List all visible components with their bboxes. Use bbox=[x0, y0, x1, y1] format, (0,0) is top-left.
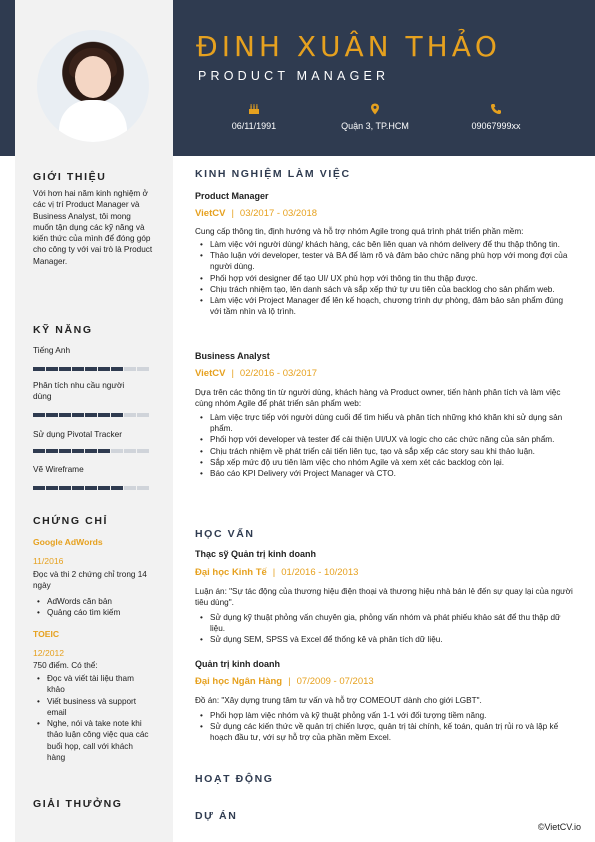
job-title: Product Manager bbox=[195, 191, 269, 201]
list-item: • Sử dụng các kiến thức về quản trị chiến lược, quản trị tài chính, kế toán, quản trị rủi ro và lập kế hoạch đầu tư, với sự hỗ trợ của phần mềm Excel. bbox=[195, 721, 573, 743]
cert-desc: 750 điểm. Có thể: bbox=[33, 661, 98, 670]
list-item: • Sử dụng kỹ thuật phỏng vấn chuyên gia, phỏng vấn nhóm và phát phiếu khảo sát để thu thập dữ liệu. bbox=[195, 612, 573, 634]
photo-panel bbox=[15, 0, 173, 156]
cert-name: TOEIC bbox=[33, 629, 60, 639]
cert-name: Google AdWords bbox=[33, 537, 103, 547]
contact-birthday: 06/11/1991 bbox=[184, 103, 324, 131]
activities-title: HOẠT ĐỘNG bbox=[195, 773, 274, 785]
list-item: • Quảng cáo tìm kiếm bbox=[33, 607, 151, 618]
list-item: • Làm việc trực tiếp với người dùng cuối để tìm hiểu và phân tích những khó khăn khi sử dụng sản phẩm. bbox=[195, 412, 573, 434]
list-item: • Chịu trách nhiệm về phát triển cải tiến liên tục, tạo và sắp xếp các story sau khi thảo luận. bbox=[195, 446, 573, 457]
list-item: • Làm việc với người dùng/ khách hàng, các bên liên quan và nhóm delivery để thu thập thông tin. bbox=[195, 239, 573, 250]
list-item: • Báo cáo KPI Delivery với Project Manager và CTO. bbox=[195, 468, 573, 479]
list-item: • Phối hợp làm việc nhóm và kỹ thuật phỏng vấn 1-1 với đối tượng tiềm năng. bbox=[195, 710, 573, 721]
degree-title: Thạc sỹ Quản trị kinh doanh bbox=[195, 549, 317, 559]
cert-desc: Đọc và thi 2 chứng chỉ trong 14 ngày bbox=[33, 570, 147, 591]
awards-title: GIẢI THƯỞNG bbox=[33, 798, 123, 810]
list-item: • Phối hợp với designer để tạo UI/ UX phù hợp với thông tin thu thập được. bbox=[195, 273, 573, 284]
skills-title: KỸ NĂNG bbox=[33, 324, 93, 336]
skill-name: Phân tích nhu cầu người dùng bbox=[33, 380, 125, 401]
degree-items bbox=[195, 710, 573, 744]
thesis-desc: Đồ án: "Xây dựng trung tâm tư vấn và hỗ trợ COMEOUT dành cho giới LGBT". bbox=[195, 696, 482, 705]
list-item: • Viết business và support email bbox=[33, 696, 151, 719]
list-item: • Sắp xếp mức độ ưu tiên làm việc cho nhóm Agile và xem xét các backlog còn lại. bbox=[195, 457, 573, 468]
list-item: • Thảo luận với developer, tester và BA để làm rõ và đảm bảo chức năng phù hợp với mong đợi của người dùng. bbox=[195, 250, 573, 272]
job-items bbox=[195, 412, 573, 479]
list-item: • Nghe, nói và take note khi thảo luận công việc qua các buổi họp, call với khách hàng bbox=[33, 718, 151, 763]
location-pin-icon bbox=[369, 103, 381, 115]
cert-items bbox=[33, 673, 151, 763]
school: Đại học Kinh Tế | 01/2016 - 10/2013 bbox=[195, 567, 359, 578]
job-company: VietCV | 03/2017 - 03/2018 bbox=[195, 208, 318, 219]
certs-title: CHỨNG CHỈ bbox=[33, 515, 109, 527]
cert-date: 11/2016 bbox=[33, 556, 64, 566]
job-items bbox=[195, 239, 573, 317]
contact-address: Quận 3, TP.HCM bbox=[305, 103, 445, 131]
list-item: • Phối hợp với developer và tester để cải thiện UI/UX và logic cho các chức năng của sản phẩm. bbox=[195, 434, 573, 445]
cake-icon bbox=[248, 103, 260, 115]
candidate-role: PRODUCT MANAGER bbox=[198, 69, 390, 83]
phone-icon bbox=[490, 103, 502, 115]
list-item: • Sử dụng SEM, SPSS và Excel để thống kê và phân tích dữ liệu. bbox=[195, 634, 573, 645]
candidate-name: ĐINH XUÂN THẢO bbox=[196, 30, 501, 63]
list-item: • AdWords căn bản bbox=[33, 596, 151, 607]
footer-brand: ©VietCV.io bbox=[537, 822, 581, 832]
education-title: HỌC VẤN bbox=[195, 528, 255, 540]
job-title: Business Analyst bbox=[195, 351, 270, 361]
intro-text: Với hơn hai năm kinh nghiệm ở các vị trí Product Manager và Business Analyst, tôi mong muốn tận dụng các kỹ năng và kiến thức của mình để đóng góp cho công ty với vai trò là Product Manager. bbox=[33, 189, 153, 266]
intro-title: GIỚI THIỆU bbox=[33, 171, 107, 183]
job-desc: Dựa trên các thông tin từ người dùng, khách hàng và Product owner, tiến hành phân tích và làm việc cùng nhóm Agile để phát triển sản phẩm web: bbox=[195, 388, 561, 409]
degree-items bbox=[195, 612, 573, 646]
thesis-desc: Luận án: "Sự tác động của thương hiệu điện thoại và thương hiệu nhà bán lẻ đến sự quay lại của người tiêu dùng". bbox=[195, 587, 573, 608]
projects-title: DỰ ÁN bbox=[195, 810, 238, 822]
experience-title: KINH NGHIỆM LÀM VIỆC bbox=[195, 168, 351, 180]
cert-items bbox=[33, 596, 151, 619]
list-item: • Đọc và viết tài liệu tham khảo bbox=[33, 673, 151, 696]
cert-date: 12/2012 bbox=[33, 648, 65, 658]
job-company: VietCV | 02/2016 - 03/2017 bbox=[195, 368, 318, 379]
skill-name: Vẽ Wireframe bbox=[33, 464, 84, 474]
degree-title: Quản trị kinh doanh bbox=[195, 659, 280, 669]
school: Đại học Ngân Hàng | 07/2009 - 07/2013 bbox=[195, 676, 374, 687]
profile-photo bbox=[37, 30, 149, 142]
contact-phone: 09067999xx bbox=[426, 103, 566, 131]
skill-name: Tiếng Anh bbox=[33, 345, 71, 355]
list-item: • Làm việc với Project Manager để lên kế hoạch, chương trình dự phòng, đảm bảo sản phẩm đúng với tầm nhìn và lộ trình. bbox=[195, 295, 573, 317]
list-item: • Chịu trách nhiệm tạo, lên danh sách và sắp xếp thứ tự ưu tiên của backlog cho sản phẩm web. bbox=[195, 284, 573, 295]
job-desc: Cung cấp thông tin, định hướng và hỗ trợ nhóm Agile trong quá trình phát triển phần mềm: bbox=[195, 227, 524, 236]
skill-name: Sử dụng Pivotal Tracker bbox=[33, 429, 123, 439]
